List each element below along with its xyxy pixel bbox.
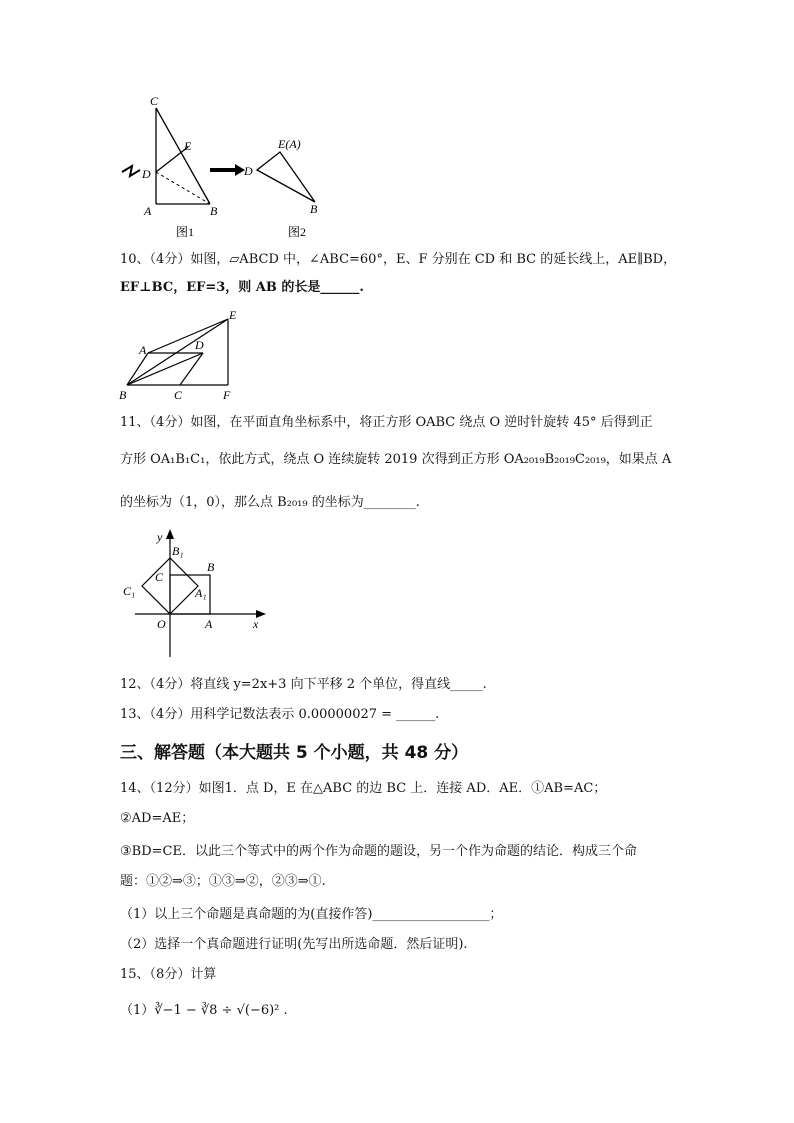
fig-label: A	[144, 204, 152, 218]
fig-label: E	[184, 139, 192, 153]
fig-label: B	[119, 388, 127, 402]
fig-label: E	[229, 308, 237, 322]
q14-line5: （1）以上三个命题是真命题的为(直接作答)__________________；	[120, 907, 503, 922]
fig-label: D	[244, 164, 253, 178]
q14-line6: （2）选择一个真命题进行证明(先写出所选命题．然后证明).	[120, 937, 468, 952]
q12-line1: 12、（4分）将直线 y=2x+3 向下平移 2 个单位，得直线_____.	[120, 677, 487, 692]
fig-label: C	[150, 94, 159, 108]
q11-line3: 的坐标为（1，0），那么点 B₂₀₁₉ 的坐标为________.	[120, 495, 420, 510]
fig-label: A	[139, 343, 147, 357]
figure-caption: 图2	[288, 225, 307, 239]
q15-line2: （1）∛−1 − ∛8 ÷ √(−6)² .	[120, 1003, 288, 1018]
q14-line3: ③BD=CE．以此三个等式中的两个作为命题的题设，另一个作为命题的结论．构成三个命	[120, 844, 637, 859]
fig-label: y	[157, 530, 163, 544]
q13-line1: 13、（4分）用科学记数法表示 0.00000027 = ______.	[120, 707, 440, 722]
q14-line1: 14、（12分）如图1．点 D，E 在△ABC 的边 BC 上．连接 AD．AE．①AB=AC；	[120, 781, 607, 796]
q11-line2: 方形 OA₁B₁C₁，依此方式，绕点 O 连续旋转 2019 次得到正方形 OA₂₀₁₉B₂₀₁₉C₂₀₁₉，如果点 A	[120, 452, 672, 467]
figure-caption: 图1	[176, 225, 195, 239]
fig-label: C₁	[123, 584, 136, 598]
fig-label: D	[195, 338, 204, 352]
q10-line1: 10、（4分）如图，▱ABCD 中，∠ABC=60°，E、F 分别在 CD 和 BC 的延长线上，AE∥BD，	[120, 252, 677, 267]
fig-label: D	[142, 167, 151, 181]
figure-parallelogram	[115, 305, 255, 403]
section-heading: 三、解答题（本大题共 5 个小题，共 48 分）	[120, 743, 469, 763]
fig-label: E(A)	[278, 137, 301, 151]
fig-label: x	[253, 617, 259, 631]
figure-fold-triangle	[110, 90, 340, 245]
fig-label: A	[205, 617, 213, 631]
q11-line1: 11、（4分）如图，在平面直角坐标系中，将正方形 OABC 绕点 O 逆时针旋转 45° 后得到正	[120, 415, 653, 430]
figure-rotated-square	[115, 525, 275, 665]
q14-line4: 题：①②⇒③；①③⇒②，②③⇒①.	[120, 874, 326, 889]
fig-label: B	[310, 202, 318, 216]
fig-label: O	[157, 617, 166, 631]
fig-label: B	[207, 560, 215, 574]
q15-line1: 15、（8分）计算	[120, 967, 217, 982]
fig-label: C	[174, 388, 183, 402]
q14-line2: ②AD=AE；	[120, 811, 195, 826]
q10-line2: EF⊥BC，EF=3，则 AB 的长是______.	[120, 280, 364, 295]
fig-label: A₁	[195, 586, 207, 600]
fig-label: F	[223, 388, 231, 402]
fig-label: C	[155, 570, 164, 584]
fig-label: B₁	[172, 544, 184, 558]
fig-label: B	[210, 204, 218, 218]
